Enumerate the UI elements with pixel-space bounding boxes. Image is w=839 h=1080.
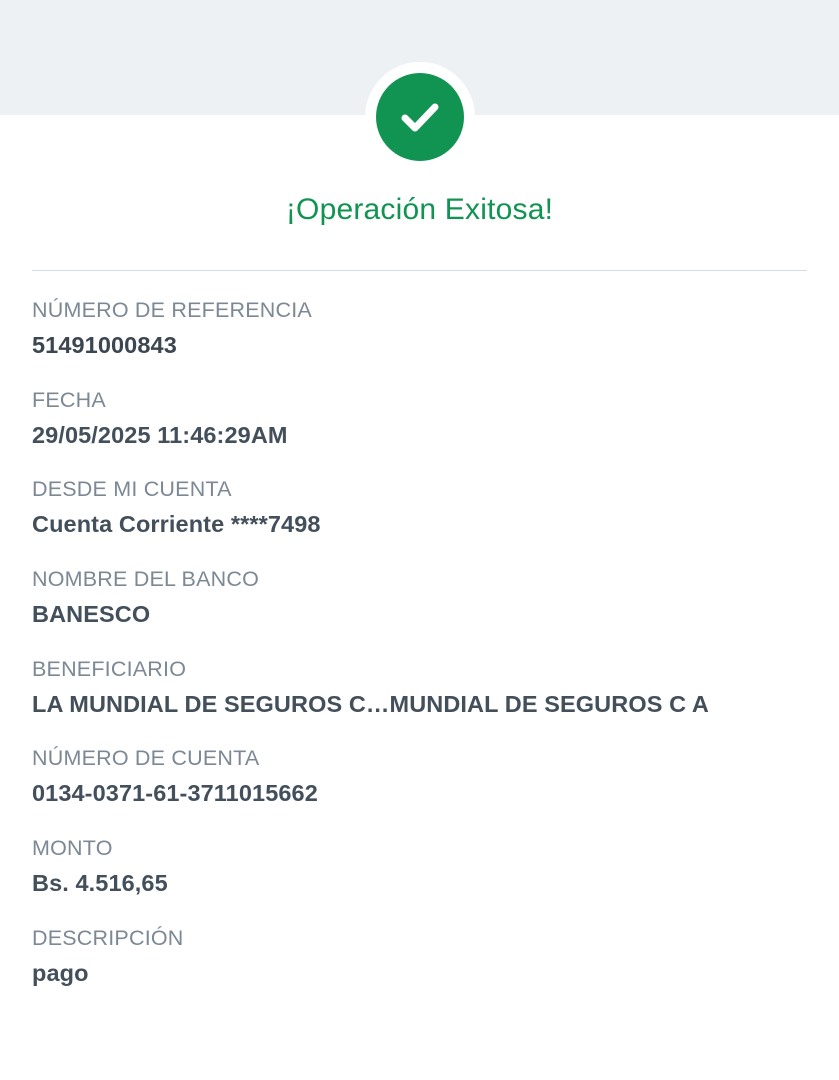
field-account-number — [32, 745, 807, 810]
success-badge — [0, 62, 839, 172]
field-bank-name — [32, 566, 807, 631]
field-value: 29/05/2025 11:46:29AM — [32, 421, 288, 448]
field-label: MONTO — [32, 835, 113, 860]
field-value: pago — [32, 959, 89, 986]
field-amount — [32, 835, 807, 900]
field-label: BENEFICIARIO — [32, 656, 187, 681]
field-description — [32, 925, 807, 990]
field-label: NOMBRE DEL BANCO — [32, 566, 259, 591]
page-title: ¡Operación Exitosa! — [285, 193, 554, 226]
field-label: NÚMERO DE REFERENCIA — [32, 298, 312, 322]
field-value: Bs. 4.516,65 — [32, 869, 168, 896]
receipt-fields — [32, 271, 807, 989]
field-value: BANESCO — [32, 600, 151, 627]
field-label: NÚMERO DE CUENTA — [32, 746, 260, 771]
field-date — [32, 387, 807, 452]
check-circle-icon — [376, 73, 464, 161]
field-value: 51491000843 — [32, 331, 177, 358]
receipt-content — [0, 115, 839, 1014]
success-badge-ring — [365, 62, 475, 172]
field-source-account — [32, 476, 807, 541]
field-reference — [32, 297, 807, 362]
field-value: Cuenta Corriente ****7498 — [32, 511, 321, 538]
field-label: DESCRIPCIÓN — [32, 925, 184, 950]
field-value: LA MUNDIAL DE SEGUROS C…MUNDIAL DE SEGUROS C A — [32, 690, 710, 717]
field-beneficiary — [32, 656, 807, 721]
field-label: FECHA — [32, 387, 106, 412]
field-value: 0134-0371-61-3711015662 — [32, 780, 318, 807]
field-label: DESDE MI CUENTA — [32, 477, 232, 502]
